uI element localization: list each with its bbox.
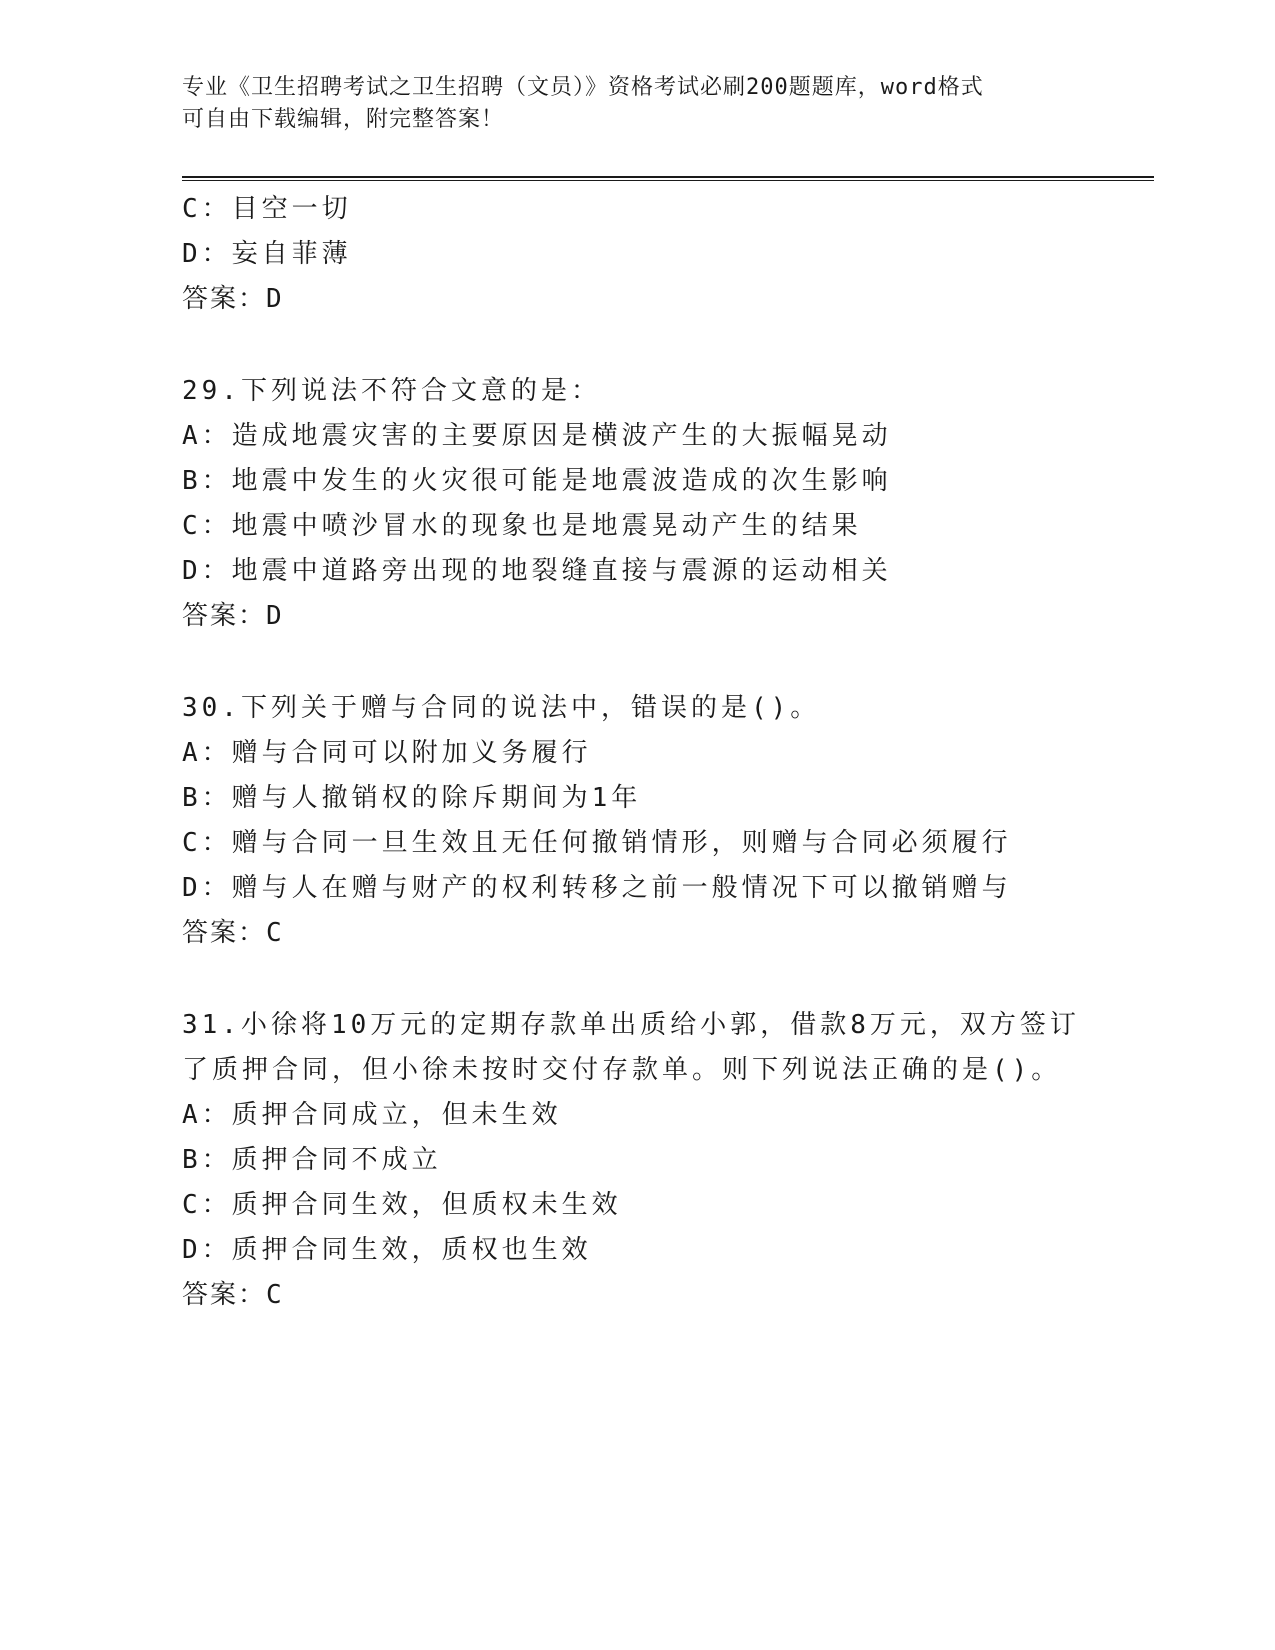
header-divider [182, 176, 1154, 181]
answer-line: 答案：D [182, 601, 284, 631]
header-line-1: 专业《卫生招聘考试之卫生招聘（文员）》资格考试必刷200题题库，word格式 [182, 75, 984, 100]
answer-line: 答案：D [182, 284, 284, 314]
page-header [182, 72, 1082, 136]
answer-line: 答案：C [182, 918, 284, 948]
option-c: C：地震中喷沙冒水的现象也是地震晃动产生的结果 [182, 511, 862, 541]
question-spacer [182, 322, 1142, 369]
prev-question-block [182, 187, 1142, 322]
option-a: A：造成地震灾害的主要原因是横波产生的大振幅晃动 [182, 421, 892, 451]
answer-line: 答案：C [182, 1280, 284, 1310]
question-stem-line-1: 31.小徐将10万元的定期存款单出质给小郭，借款8万元，双方签订 [182, 1010, 1080, 1040]
option-d: D：赠与人在赠与财产的权利转移之前一般情况下可以撤销赠与 [182, 873, 1012, 903]
question-spacer [182, 639, 1142, 686]
question-stem: 29.下列说法不符合文意的是： [182, 376, 601, 406]
option-a: A：质押合同成立，但未生效 [182, 1100, 562, 1130]
option-b: B：赠与人撤销权的除斥期间为1年 [182, 783, 642, 813]
question-list [182, 187, 1142, 1318]
question-spacer [182, 956, 1142, 1003]
option-b: B：地震中发生的火灾很可能是地震波造成的次生影响 [182, 466, 892, 496]
option-c: C：质押合同生效，但质权未生效 [182, 1190, 622, 1220]
option-a: A：赠与合同可以附加义务履行 [182, 738, 592, 768]
option-c: C：赠与合同一旦生效且无任何撤销情形，则赠与合同必须履行 [182, 828, 1012, 858]
question-29 [182, 369, 1142, 639]
question-31 [182, 1003, 1142, 1318]
option-d: D：地震中道路旁出现的地裂缝直接与震源的运动相关 [182, 556, 892, 586]
question-30 [182, 686, 1142, 956]
header-line-2: 可自由下载编辑，附完整答案！ [182, 107, 505, 132]
question-stem-line-2: 了质押合同，但小徐未按时交付存款单。则下列说法正确的是()。 [182, 1055, 1062, 1085]
option-d: D：妄自菲薄 [182, 239, 352, 269]
option-b: B：质押合同不成立 [182, 1145, 442, 1175]
question-stem: 30.下列关于赠与合同的说法中，错误的是()。 [182, 693, 821, 723]
option-d: D：质押合同生效，质权也生效 [182, 1235, 592, 1265]
option-c: C：目空一切 [182, 194, 352, 224]
